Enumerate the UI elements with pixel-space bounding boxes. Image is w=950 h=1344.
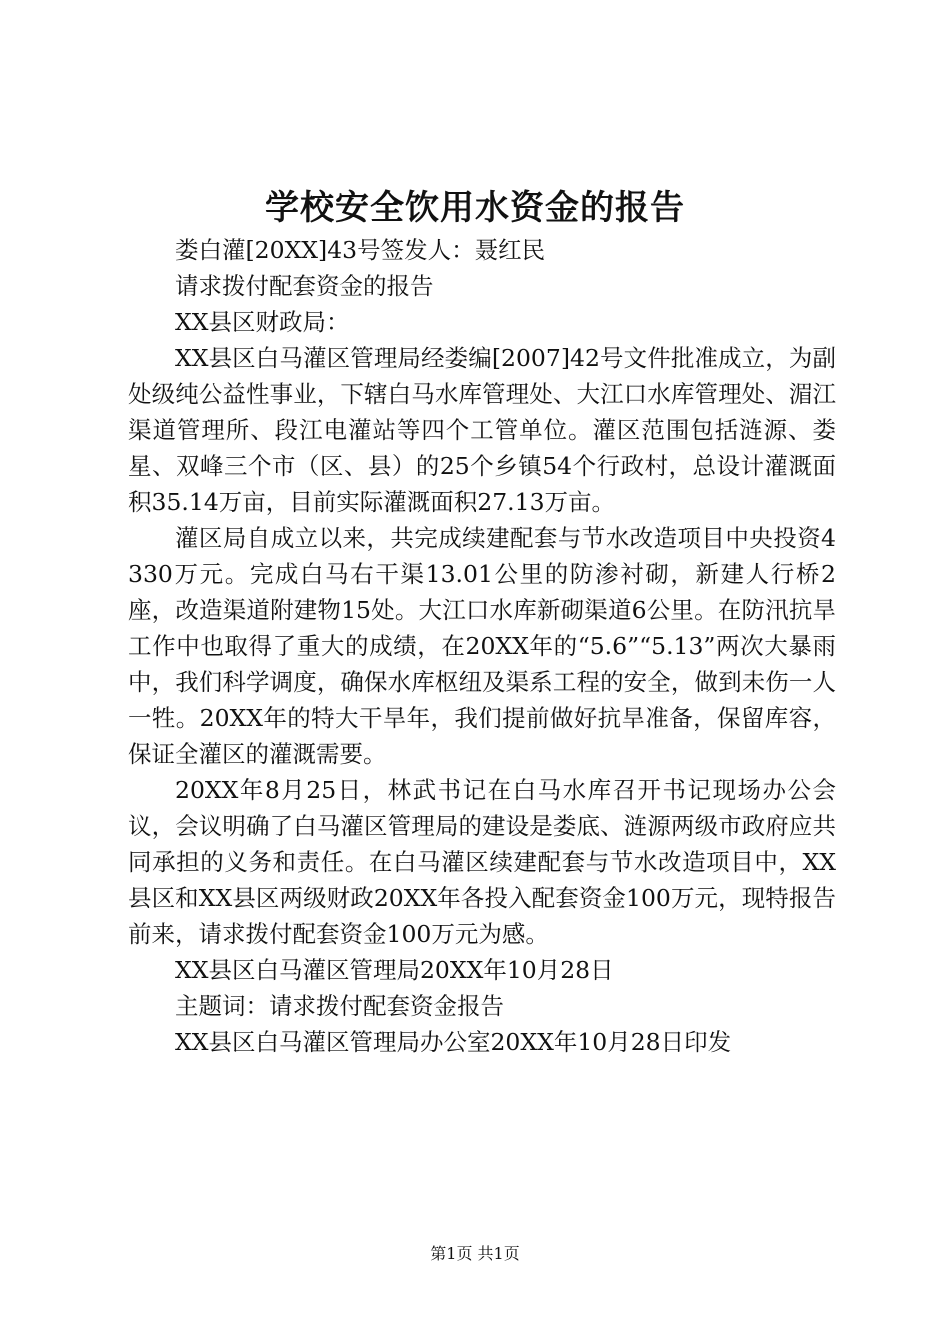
document-title: 学校安全饮用水资金的报告 bbox=[265, 188, 685, 228]
paragraph-background: XX县区白马灌区管理局经娄编[2007]42号文件批准成立，为副处级纯公益性事业，下辖白马水库管理处、大江口水库管理处、湄江渠道管理所、段江电灌站等四个工管单位。灌区范围包括涟源、娄星、双峰三个市（区、县）的25个乡镇54个行政村，总设计灌溉面积35.14万亩，目前实际灌溉面积27.13万亩。 bbox=[128, 344, 836, 516]
document-number-line: 娄白灌[20XX]43号签发人：聂红民 bbox=[175, 236, 546, 264]
signature-date-line: XX县区白马灌区管理局20XX年10月28日 bbox=[175, 956, 614, 984]
report-subject-line: 请求拨付配套资金的报告 bbox=[175, 272, 434, 300]
recipient-line: XX县区财政局： bbox=[175, 308, 350, 336]
issuer-line: XX县区白马灌区管理局办公室20XX年10月28日印发 bbox=[175, 1028, 732, 1056]
paragraph-achievements: 灌区局自成立以来，共完成续建配套与节水改造项目中央投资4330万元。完成白马右干渠13.01公里的防渗衬砌，新建人行桥2座，改造渠道附建物15处。大江口水库新砌渠道6公里。在防汛抗旱工作中也取得了重大的成绩，在20XX年的“5.6”“5.13”两次大暴雨中，我们科学调度，确保水库枢纽及渠系工程的安全，做到未伤一人一牲。20XX年的特大干旱年，我们提前做好抗旱准备，保留库容，保证全灌区的灌溉需要。 bbox=[128, 524, 836, 768]
page-footer: 第1页 共1页 bbox=[430, 1244, 520, 1263]
paragraph-request: 20XX年8月25日，林武书记在白马水库召开书记现场办公会议，会议明确了白马灌区管理局的建设是娄底、涟源两级市政府应共同承担的义务和责任。在白马灌区续建配套与节水改造项目中，XX县区和XX县区两级财政20XX年各投入配套资金100万元，现特报告前来，请求拨付配套资金100万元为感。 bbox=[128, 776, 836, 948]
keywords-line: 主题词：请求拨付配套资金报告 bbox=[175, 992, 504, 1020]
document-body bbox=[128, 232, 836, 1060]
